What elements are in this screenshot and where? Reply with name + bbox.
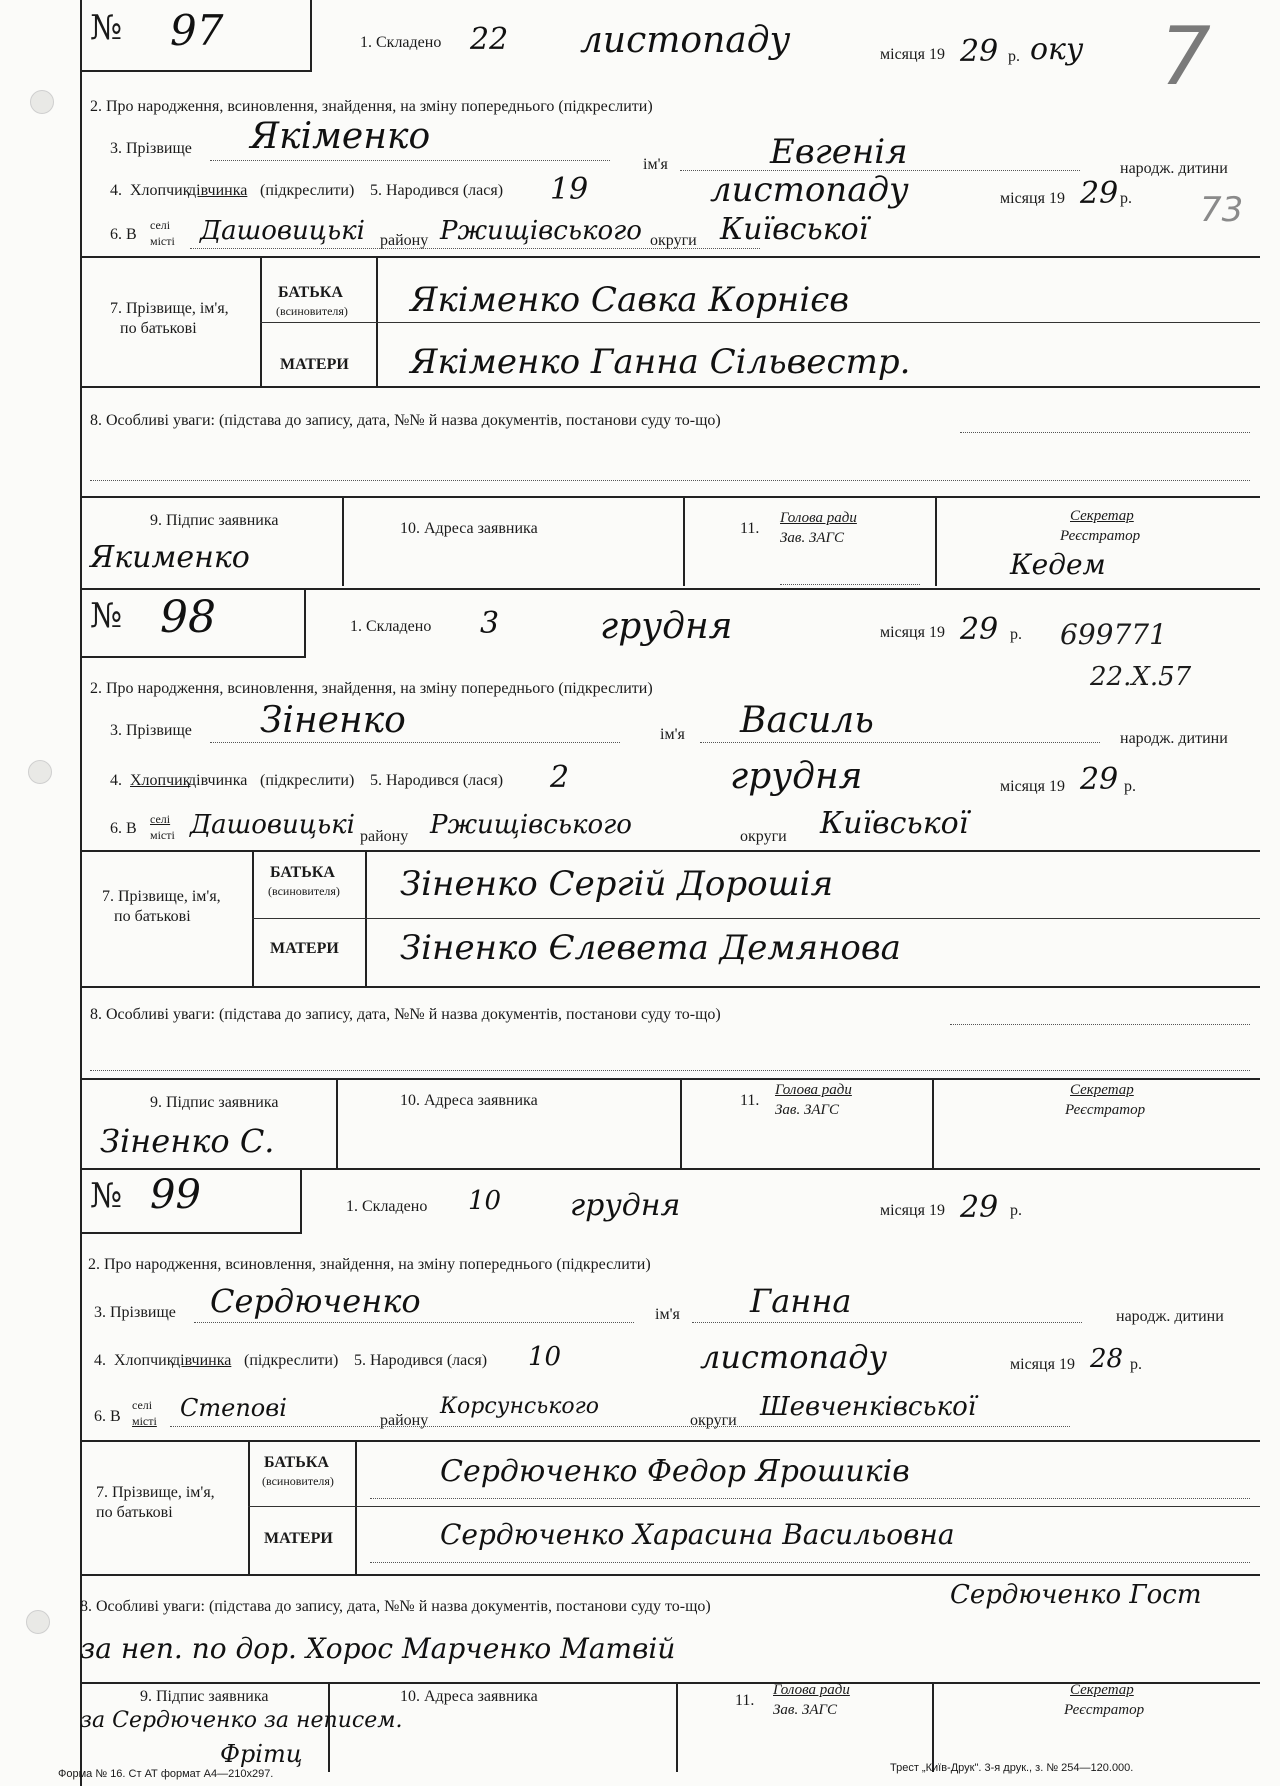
- born-year: 29: [1080, 176, 1119, 211]
- father-value: Якіменко Савка Корнієв: [410, 280, 850, 320]
- boy-label: Хлопчик: [130, 182, 191, 199]
- address-label: 10. Адреса заявника: [400, 520, 538, 537]
- head-label: Голова ради: [775, 1082, 852, 1098]
- born-month-label: місяця 19: [1000, 190, 1065, 207]
- rule: [248, 1506, 1260, 1507]
- father-label: БАТЬКА: [278, 284, 343, 301]
- mother-label: МАТЕРИ: [270, 940, 339, 957]
- mother-line: [370, 1562, 1250, 1563]
- about-label: 2. Про народження, всиновлення, знайдення, на зміну попереднього (підкреслити): [90, 680, 653, 697]
- born-day: 2: [550, 760, 570, 795]
- record-number: 99: [150, 1172, 201, 1218]
- number-sign: №: [90, 8, 123, 48]
- remarks-line: [960, 432, 1250, 433]
- town-label-underlined: місті: [132, 1414, 157, 1428]
- compiled-label: 1. Складено: [346, 1198, 428, 1215]
- item11-label: 11.: [735, 1692, 755, 1709]
- rule: [80, 1078, 1260, 1080]
- applicant-signature: за Сердюченко за неписем.: [80, 1708, 403, 1733]
- place-line: [170, 1426, 1070, 1427]
- okrug-label: округи: [650, 232, 697, 249]
- okrug-value: Київської: [720, 212, 869, 247]
- rule: [80, 496, 1260, 498]
- father-label: БАТЬКА: [264, 1454, 329, 1471]
- applicant-signature: Зіненко С.: [100, 1122, 275, 1160]
- pencil-mark-top-right: 7: [1160, 10, 1211, 103]
- item4-prefix: 4.: [110, 772, 122, 789]
- compiled-day: 10: [468, 1186, 502, 1216]
- district-label: району: [380, 232, 429, 249]
- remarks-value: Сердюченко Гост: [950, 1580, 1202, 1610]
- parents-label: 7. Прізвище, ім'я,: [96, 1484, 215, 1501]
- surname-label: 3. Прізвище: [94, 1304, 176, 1321]
- rule: [80, 986, 1260, 988]
- rule: [80, 386, 1260, 388]
- born-day: 10: [528, 1342, 562, 1372]
- village-label-underlined: селі: [150, 812, 171, 826]
- place-value: Дашовицькі: [200, 216, 365, 246]
- father-value: Зіненко Сергій Дорошія: [400, 864, 834, 904]
- zags-label: Зав. ЗАГС: [773, 1702, 838, 1718]
- compiled-label: 1. Складено: [360, 34, 442, 51]
- surname-line: [194, 1322, 634, 1323]
- record-99: [80, 1168, 1260, 1768]
- given-label: ім'я: [660, 726, 685, 743]
- underline-note: (підкреслити): [244, 1352, 339, 1369]
- form-footer-right: Трест „Київ-Друк". 3-я друк., з. № 254—120.000.: [890, 1762, 1134, 1774]
- item6-label: 6. В: [94, 1408, 121, 1425]
- born-month: грудня: [730, 756, 863, 797]
- rule: [932, 1078, 934, 1168]
- remarks-value-2: за неп. по дор. Хорос Марченко Матвій: [80, 1632, 676, 1665]
- rule: [676, 1682, 678, 1772]
- surname-line: [210, 742, 620, 743]
- father-line: [370, 1498, 1250, 1499]
- record-98: [80, 588, 1260, 1168]
- item4-prefix: 4.: [110, 182, 122, 199]
- surname-line: [210, 160, 610, 161]
- rule: [260, 322, 1260, 323]
- given-value: Ганна: [750, 1282, 852, 1320]
- head-label: Голова ради: [780, 510, 857, 526]
- secretary-label: Секретар: [1070, 1682, 1134, 1698]
- given-value: Евгенія: [770, 132, 908, 172]
- applicant-sign-label: 9. Підпис заявника: [150, 512, 279, 529]
- born-year: 28: [1090, 1344, 1124, 1374]
- registrar-label: Реєстратор: [1060, 528, 1141, 544]
- town-label: місті: [150, 234, 175, 248]
- address-label: 10. Адреса заявника: [400, 1688, 538, 1705]
- punch-hole: [28, 760, 52, 784]
- born-month-label: місяця 19: [1010, 1356, 1075, 1373]
- child-label: народж. дитини: [1120, 160, 1228, 177]
- record-number-box: [80, 0, 312, 72]
- born-label: 5. Народився (лася): [354, 1352, 488, 1369]
- remarks-line: [90, 1070, 1250, 1071]
- registrar-label: Реєстратор: [1065, 1102, 1146, 1118]
- mother-value: Сердюченко Харасина Васильовна: [440, 1518, 955, 1551]
- underline-note: (підкреслити): [260, 772, 355, 789]
- item11-label: 11.: [740, 520, 760, 537]
- rule: [342, 496, 344, 586]
- compiled-year: 29: [960, 34, 999, 69]
- given-value: Василь: [740, 700, 874, 741]
- rule: [80, 256, 1260, 258]
- town-label: місті: [150, 828, 175, 842]
- registrar-label: Реєстратор: [1064, 1702, 1145, 1718]
- born-month: листопаду: [710, 170, 909, 210]
- parents-label-2: по батькові: [120, 320, 197, 337]
- head-label: Голова ради: [773, 1682, 850, 1698]
- born-month-label: місяця 19: [1000, 778, 1065, 795]
- zags-label: Зав. ЗАГС: [775, 1102, 840, 1118]
- rule: [252, 918, 1260, 919]
- rule: [80, 1574, 1260, 1576]
- compiled-month-year-label: місяця 19: [880, 624, 945, 641]
- child-label: народж. дитини: [1116, 1308, 1224, 1325]
- born-label: 5. Народився (лася): [370, 182, 504, 199]
- born-year-suffix: р.: [1120, 190, 1132, 207]
- district-value: Ржищівського: [440, 216, 642, 246]
- boy-label-underlined: Хлопчик: [130, 772, 191, 789]
- remarks-label: 8. Особливі уваги: (підстава до запису, дата, №№ й назва документів, постанови суду то-що): [90, 412, 721, 429]
- given-label: ім'я: [655, 1306, 680, 1323]
- born-day: 19: [550, 172, 589, 207]
- place-value: Степові: [180, 1394, 287, 1422]
- punch-hole: [26, 1610, 50, 1634]
- rule: [260, 256, 262, 386]
- compiled-month-year-label: місяця 19: [880, 1202, 945, 1219]
- address-label: 10. Адреса заявника: [400, 1092, 538, 1109]
- rule: [355, 1440, 357, 1574]
- compiled-day: 3: [480, 606, 500, 641]
- applicant-sign-label: 9. Підпис заявника: [140, 1688, 269, 1705]
- surname-label: 3. Прізвище: [110, 140, 192, 157]
- ink-code: 699771: [1060, 618, 1167, 651]
- number-sign: №: [90, 596, 123, 636]
- village-label: селі: [150, 218, 171, 232]
- ink-date: 22.X.57: [1090, 662, 1192, 692]
- record-number: 98: [160, 592, 216, 643]
- district-label: району: [360, 828, 409, 845]
- surname-value: Сердюченко: [210, 1282, 421, 1320]
- pencil-mark-side: 73: [1200, 190, 1244, 230]
- given-line: [692, 1322, 1082, 1323]
- parents-label: 7. Прізвище, ім'я,: [110, 300, 229, 317]
- remarks-label: 8. Особливі уваги: (підстава до запису, дата, №№ й назва документів, постанови суду то-що): [90, 1006, 721, 1023]
- about-label: 2. Про народження, всиновлення, знайдення, на зміну попереднього (підкреслити): [88, 1256, 651, 1273]
- surname-value: Якіменко: [250, 116, 431, 157]
- compiled-day: 22: [470, 22, 509, 57]
- rule: [935, 496, 937, 586]
- girl-label: дівчинка: [188, 772, 248, 789]
- record-number-box: [80, 1168, 302, 1234]
- about-label: 2. Про народження, всиновлення, знайдення, на зміну попереднього (підкреслити): [90, 98, 653, 115]
- compiled-month: листопаду: [580, 20, 791, 61]
- mother-label: МАТЕРИ: [264, 1530, 333, 1547]
- okrug-label: округи: [690, 1412, 737, 1429]
- adopter-label: (всиновителя): [276, 304, 348, 318]
- born-label: 5. Народився (лася): [370, 772, 504, 789]
- parents-label-2: по батькові: [114, 908, 191, 925]
- applicant-sign-label: 9. Підпис заявника: [150, 1094, 279, 1111]
- rule: [376, 256, 378, 386]
- district-value: Ржищівського: [430, 810, 632, 840]
- number-sign: №: [90, 1176, 123, 1216]
- item4-prefix: 4.: [94, 1352, 106, 1369]
- father-label: БАТЬКА: [270, 864, 335, 881]
- item6-label: 6. В: [110, 226, 137, 243]
- rule: [680, 1078, 682, 1168]
- rule: [80, 1440, 1260, 1442]
- mother-value: Якіменко Ганна Сільвестр.: [410, 342, 911, 382]
- sign-line: [780, 584, 920, 585]
- year-suffix: р.: [1010, 1202, 1022, 1219]
- parents-label: 7. Прізвище, ім'я,: [102, 888, 221, 905]
- born-month: листопаду: [700, 1338, 888, 1376]
- compiled-month: грудня: [600, 606, 733, 647]
- secretary-signature: Кедем: [1010, 548, 1106, 581]
- district-label: району: [380, 1412, 429, 1429]
- rule: [683, 496, 685, 586]
- applicant-signature: Якименко: [90, 540, 250, 575]
- rule: [336, 1078, 338, 1168]
- parents-label-2: по батькові: [96, 1504, 173, 1521]
- place-value: Дашовицькі: [190, 810, 355, 840]
- underline-note: (підкреслити): [260, 182, 355, 199]
- given-line: [700, 742, 1100, 743]
- secretary-label: Секретар: [1070, 1082, 1134, 1098]
- child-label: народж. дитини: [1120, 730, 1228, 747]
- born-year-suffix: р.: [1130, 1356, 1142, 1373]
- mother-label: МАТЕРИ: [280, 356, 349, 373]
- punch-hole: [30, 90, 54, 114]
- born-year-suffix: р.: [1124, 778, 1136, 795]
- given-label: ім'я: [643, 156, 668, 173]
- surname-label: 3. Прізвище: [110, 722, 192, 739]
- item11-label: 11.: [740, 1092, 760, 1109]
- applicant-signature-2: Фрітц: [220, 1740, 303, 1768]
- boy-label: Хлопчик: [114, 1352, 175, 1369]
- rule: [80, 850, 1260, 852]
- mother-value: Зіненко Єлевета Демянова: [400, 928, 901, 968]
- year-suffix: р.: [1010, 626, 1022, 643]
- okrug-value: Київської: [820, 806, 969, 841]
- girl-label-underlined: дівчинка: [188, 182, 248, 199]
- remarks-line: [90, 480, 1250, 481]
- rule: [932, 1682, 934, 1772]
- village-label: селі: [132, 1398, 153, 1412]
- compiled-year: 29: [960, 612, 999, 647]
- secretary-label: Секретар: [1070, 508, 1134, 524]
- okrug-value: Шевченківської: [760, 1392, 977, 1422]
- adopter-label: (всиновителя): [262, 1474, 334, 1488]
- record-number-box: [80, 588, 306, 658]
- compiled-year-tail: оку: [1030, 32, 1084, 67]
- surname-value: Зіненко: [260, 700, 406, 741]
- item6-label: 6. В: [110, 820, 137, 837]
- record-number: 97: [170, 6, 224, 55]
- remarks-line: [950, 1024, 1250, 1025]
- compiled-month: грудня: [570, 1188, 681, 1223]
- zags-label: Зав. ЗАГС: [780, 530, 845, 546]
- okrug-label: округи: [740, 828, 787, 845]
- form-footer-left: Форма № 16. Ст АТ формат А4—210х297.: [58, 1768, 274, 1780]
- district-value: Корсунського: [440, 1394, 599, 1419]
- rule: [248, 1440, 250, 1574]
- born-year: 29: [1080, 762, 1119, 797]
- compiled-year: 29: [960, 1190, 999, 1225]
- compiled-label: 1. Складено: [350, 618, 432, 635]
- adopter-label: (всиновителя): [268, 884, 340, 898]
- year-suffix: р.: [1008, 48, 1020, 65]
- compiled-month-year-label: місяця 19: [880, 46, 945, 63]
- father-value: Сердюченко Федор Ярошиків: [440, 1454, 910, 1489]
- girl-label-underlined: дівчинка: [172, 1352, 232, 1369]
- remarks-label: 8. Особливі уваги: (підстава до запису, дата, №№ й назва документів, постанови суду то-що): [80, 1598, 711, 1615]
- record-97: [80, 0, 1260, 581]
